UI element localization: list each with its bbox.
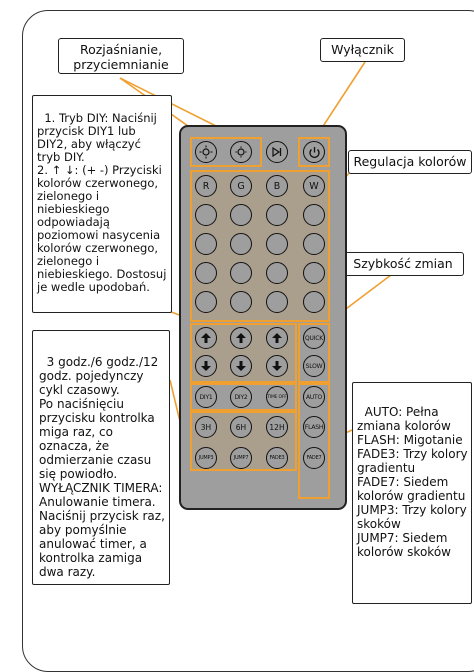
diy1-button[interactable]: [195, 386, 217, 408]
color-button[interactable]: [266, 291, 288, 313]
arrow-up-icon: [235, 332, 247, 344]
time-off-button[interactable]: [266, 386, 288, 408]
white-button[interactable]: [303, 175, 325, 197]
fade3-button[interactable]: [266, 447, 288, 469]
color-button[interactable]: [230, 262, 252, 284]
color-button[interactable]: [266, 204, 288, 226]
color-button[interactable]: [230, 291, 252, 313]
sun-bright-icon: [199, 145, 213, 159]
red-button[interactable]: [195, 175, 217, 197]
color-button[interactable]: [303, 262, 325, 284]
diy2-button[interactable]: [230, 386, 252, 408]
auto-label: AUTO: [305, 393, 323, 401]
arrow-up-icon: [200, 332, 212, 344]
diy-description: [32, 95, 172, 313]
blue-button[interactable]: [266, 175, 288, 197]
green-button[interactable]: [230, 175, 252, 197]
timer-12h-label: 12H: [269, 422, 285, 432]
power-icon: [308, 146, 321, 159]
red-up-button[interactable]: [195, 327, 217, 349]
quick-button[interactable]: [303, 327, 325, 349]
color-button[interactable]: [195, 262, 217, 284]
blue-up-button[interactable]: [266, 327, 288, 349]
red-down-button[interactable]: [195, 355, 217, 377]
brightness-callout: [58, 38, 184, 74]
arrow-up-icon: [271, 332, 283, 344]
power-callout: [320, 38, 405, 62]
auto-button[interactable]: [303, 386, 325, 408]
play-pause-icon: [271, 146, 283, 158]
slow-button[interactable]: [303, 355, 325, 377]
speed-callout: [342, 252, 464, 276]
color-control-callout: [348, 150, 472, 174]
brightness-label: Rozjaśnianie, przyciemnianie: [73, 42, 169, 72]
blue-down-button[interactable]: [266, 355, 288, 377]
color-button[interactable]: [266, 262, 288, 284]
arrow-down-icon: [200, 360, 212, 372]
jump7-label: JUMP7: [233, 455, 249, 461]
brightness-down-button[interactable]: [230, 141, 252, 163]
arrow-down-icon: [235, 360, 247, 372]
color-button[interactable]: [303, 291, 325, 313]
diy-text: 1. Tryb DIY: Naciśnij przycisk DIY1 lub DIY2, aby włączyć tryb DIY. 2. ↑ ↓: (+ -) Przyciski kolorów czerwonego, zielonego i niebieskiego odpowiadają poziomowi nasycenia kolorów czerwonego, zielonego i niebieskiego. Dostosuj je wedle upodobań.: [37, 111, 167, 294]
power-button[interactable]: [303, 141, 325, 163]
quick-label: QUICK: [304, 334, 323, 342]
timer-6h-button[interactable]: [230, 416, 252, 438]
timer-3h-label: 3H: [200, 422, 212, 432]
flash-button[interactable]: [303, 416, 325, 438]
fade7-button[interactable]: [303, 447, 325, 469]
time-off-label: TIME OFF: [267, 394, 287, 400]
timer-text: 3 godz./6 godz./12 godz. pojedynczy cykl czasowy. Po naciśnięciu przycisku kontrolka miga raz, co oznacza, że odmierzanie czasu się powiodło. WYŁĄCZNIK TIMERA: Anulowanie timera. Naciśnij przycisk raz, aby pomyślnie anulować timer, a kontrolka zamiga dwa razy.: [39, 355, 165, 579]
diy2-label: DIY2: [234, 393, 248, 401]
color-button[interactable]: [266, 233, 288, 255]
arrow-down-icon: [271, 360, 283, 372]
color-button[interactable]: [303, 233, 325, 255]
diy1-label: DIY1: [199, 393, 213, 401]
jump7-button[interactable]: [230, 447, 252, 469]
flash-label: FLASH: [304, 423, 324, 431]
color-button[interactable]: [195, 233, 217, 255]
sun-dim-icon: [234, 145, 248, 159]
timer-3h-button[interactable]: [195, 416, 217, 438]
speed-label: Szybkość zmian: [353, 256, 453, 271]
modes-text: AUTO: Pełna zmiana kolorów FLASH: Migotanie FADE3: Trzy kolory gradientu FADE7: Siedem kolorów gradientu JUMP3: Trzy kolory skoków JUMP7: Siedem kolorów skoków: [357, 405, 468, 559]
color-button[interactable]: [195, 204, 217, 226]
timer-6h-label: 6H: [235, 422, 247, 432]
power-label: Wyłącznik: [331, 42, 394, 57]
jump3-button[interactable]: [195, 447, 217, 469]
color-button[interactable]: [303, 204, 325, 226]
fade3-label: FADE3: [269, 455, 285, 461]
white-label: W: [309, 180, 319, 192]
timer-12h-button[interactable]: [266, 416, 288, 438]
green-up-button[interactable]: [230, 327, 252, 349]
color-control-label: Regulacja kolorów: [353, 154, 467, 169]
play-pause-button[interactable]: [266, 141, 288, 163]
remote-control: [179, 125, 347, 510]
color-button[interactable]: [195, 291, 217, 313]
timer-description: [32, 330, 170, 585]
green-label: G: [237, 180, 245, 192]
jump3-label: JUMP3: [198, 455, 214, 461]
red-label: R: [202, 180, 210, 192]
color-button[interactable]: [230, 233, 252, 255]
blue-label: B: [273, 180, 281, 192]
green-down-button[interactable]: [230, 355, 252, 377]
modes-description: [352, 382, 472, 604]
slow-label: SLOW: [305, 362, 323, 370]
color-button[interactable]: [230, 204, 252, 226]
brightness-up-button[interactable]: [195, 141, 217, 163]
fade7-label: FADE7: [306, 455, 322, 461]
